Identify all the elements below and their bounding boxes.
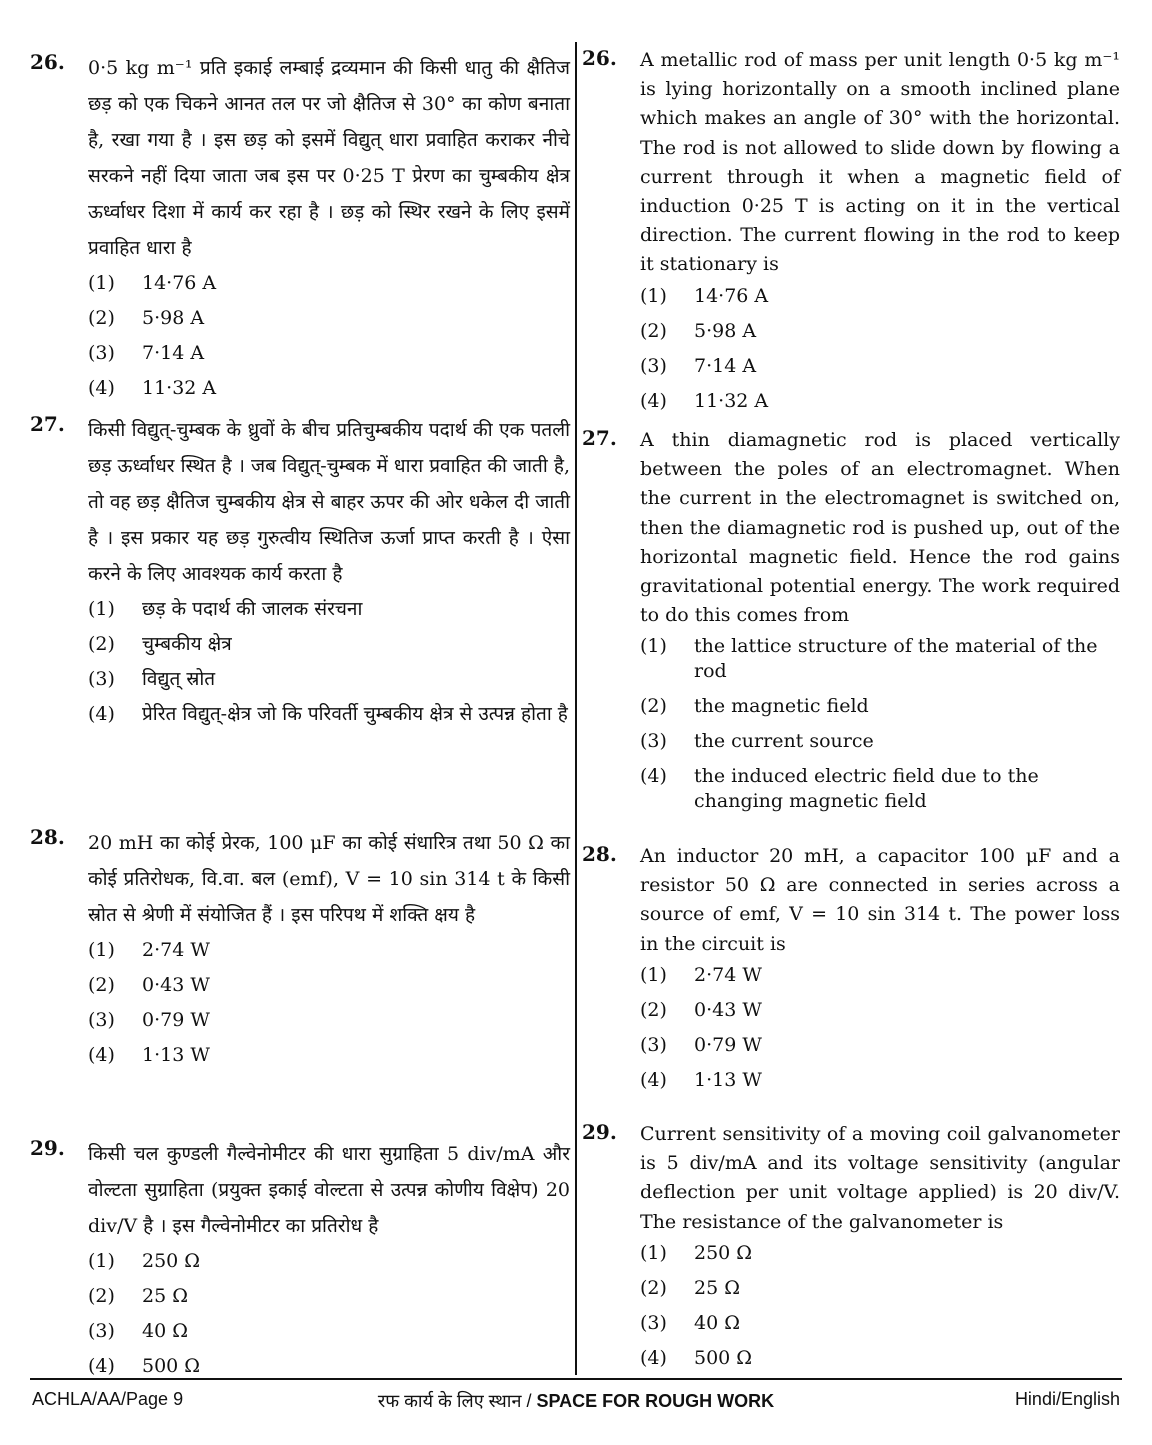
question-number: 29. <box>30 1136 65 1160</box>
option-number: (2) <box>640 695 667 718</box>
option-text: छड़ के पदार्थ की जालक संरचना <box>142 598 363 620</box>
option-1 <box>640 284 1120 309</box>
option-text: 0·79 W <box>142 1009 210 1031</box>
question-text: किसी चल कुण्डली गैल्वेनोमीटर की धारा सुग्राहिता 5 div/mA और वोल्टता सुग्राहिता (प्रयुक्त इकाई वोल्टता से उत्पन्न कोणीय विक्षेप) 20 div/V है । इस गैल्वेनोमीटर का प्रतिरोध है <box>88 1143 570 1237</box>
question-27-english <box>582 426 1120 824</box>
question-28-english <box>582 842 1120 1103</box>
question-number: 26. <box>582 46 617 70</box>
option-text: 14·76 A <box>142 272 217 294</box>
option-number: (4) <box>640 1068 667 1091</box>
option-number: (1) <box>88 598 115 620</box>
option-text: 1·13 W <box>142 1044 210 1066</box>
option-2 <box>640 319 1120 344</box>
question-text: A thin diamagnetic rod is placed vertically between the poles of an electromagnet. When the current in the electromagnet is switched on, then the diamagnetic rod is pushed up, out of the horizontal magnetic field. Hence the rod gains gravitational potential energy. The work required to do this comes from <box>640 429 1120 627</box>
question-text: An inductor 20 mH, a capacitor 100 μF and a resistor 50 Ω are connected in series across a source of emf, V = 10 sin 314 t. The power loss in the circuit is <box>640 845 1120 955</box>
option-number: (1) <box>640 963 667 986</box>
question-number: 27. <box>30 412 65 436</box>
option-text: the current source <box>694 730 874 753</box>
option-1 <box>88 270 570 296</box>
option-4 <box>88 701 570 727</box>
option-1 <box>88 596 570 622</box>
option-number: (3) <box>88 1009 115 1031</box>
option-number: (3) <box>640 1033 667 1056</box>
question-number: 27. <box>582 426 617 450</box>
option-4 <box>640 764 1120 814</box>
option-3 <box>640 1033 1120 1058</box>
option-3 <box>88 1007 570 1033</box>
option-2 <box>88 305 570 331</box>
option-number: (1) <box>640 284 667 307</box>
option-text: 7·14 A <box>694 354 757 377</box>
option-text: the magnetic field <box>694 695 869 718</box>
question-number: 28. <box>30 825 65 849</box>
option-text: 500 Ω <box>694 1346 753 1369</box>
option-text: 25 Ω <box>694 1276 740 1299</box>
option-3 <box>640 1311 1120 1336</box>
option-text: चुम्बकीय क्षेत्र <box>142 633 232 655</box>
option-number: (2) <box>88 307 115 329</box>
option-text: 14·76 A <box>694 284 769 307</box>
option-text: 40 Ω <box>142 1320 188 1342</box>
option-number: (2) <box>88 1285 115 1307</box>
option-2 <box>88 631 570 657</box>
question-text: 0·5 kg m⁻¹ प्रति इकाई लम्बाई द्रव्यमान की किसी धातु की क्षैतिज छड़ को एक चिकने आनत तल पर जो क्षैतिज से 30° का कोण बनाता है, रखा गया है । इस छड़ को इसमें विद्युत् धारा प्रवाहित कराकर नीचे सरकने नहीं दिया जाता जब इस पर 0·25 T प्रेरण का चुम्बकीय क्षेत्र ऊर्ध्वाधर दिशा में कार्य कर रहा है । छड़ को स्थिर रखने के लिए इसमें प्रवाहित धारा है <box>88 57 570 259</box>
option-number: (3) <box>640 1311 667 1334</box>
option-number: (4) <box>88 1044 115 1066</box>
option-2 <box>640 1276 1120 1301</box>
column-divider <box>575 42 577 1375</box>
option-number: (1) <box>640 1241 667 1264</box>
option-4 <box>88 1042 570 1068</box>
question-text: A metallic rod of mass per unit length 0·5 kg m⁻¹ is lying horizontally on a smooth inclined plane which makes an angle of 30° with the horizontal. The rod is not allowed to slide down by flowing a current through it when a magnetic field of induction 0·25 T is acting on it in the vertical direction. The current flowing in the rod to keep it stationary is <box>640 49 1120 276</box>
question-number: 29. <box>582 1120 617 1144</box>
option-number: (2) <box>88 633 115 655</box>
option-text: 1·13 W <box>694 1068 762 1091</box>
page-code: ACHLA/AA/Page 9 <box>32 1389 184 1409</box>
question-28-hindi <box>30 825 570 1077</box>
option-1 <box>640 963 1120 988</box>
option-number: (3) <box>640 354 667 377</box>
question-number: 28. <box>582 842 617 866</box>
option-text: 40 Ω <box>694 1311 740 1334</box>
options-list <box>640 963 1120 1093</box>
option-text: 0·79 W <box>694 1033 762 1056</box>
language-label: Hindi/English <box>1014 1389 1120 1409</box>
option-3 <box>640 729 1120 754</box>
option-number: (3) <box>88 668 115 690</box>
question-text: Current sensitivity of a moving coil galvanometer is 5 div/mA and its voltage sensitivity (angular deflection per unit voltage applied) is 20 div/V. The resistance of the galvanometer is <box>640 1123 1120 1233</box>
option-2 <box>88 972 570 998</box>
question-26-hindi <box>30 50 570 410</box>
option-number: (2) <box>640 319 667 342</box>
option-text: 250 Ω <box>694 1241 753 1264</box>
option-number: (2) <box>640 1276 667 1299</box>
footer-rule <box>30 1378 1122 1380</box>
option-1 <box>640 634 1120 684</box>
option-text: 2·74 W <box>142 939 210 961</box>
option-1 <box>88 937 570 963</box>
option-number: (4) <box>88 377 115 399</box>
option-1 <box>88 1248 570 1274</box>
option-text: 250 Ω <box>142 1250 201 1272</box>
question-29-english <box>582 1120 1120 1381</box>
options-list <box>640 284 1120 414</box>
option-text: 0·43 W <box>694 998 762 1021</box>
option-number: (3) <box>88 342 115 364</box>
question-text: 20 mH का कोई प्रेरक, 100 μF का कोई संधारित्र तथा 50 Ω का कोई प्रतिरोधक, वि.वा. बल (emf), V = 10 sin 314 t के किसी स्रोत से श्रेणी में संयोजित हैं । इस परिपथ में शक्ति क्षय है <box>88 832 570 926</box>
option-number: (1) <box>640 635 667 658</box>
option-number: (2) <box>88 974 115 996</box>
options-list <box>88 270 570 401</box>
option-number: (4) <box>640 389 667 412</box>
option-3 <box>88 340 570 366</box>
options-list <box>88 596 570 727</box>
option-number: (4) <box>640 765 667 788</box>
option-1 <box>640 1241 1120 1266</box>
rough-work-english: SPACE FOR ROUGH WORK <box>536 1391 775 1411</box>
question-26-english <box>582 46 1120 424</box>
option-number: (3) <box>640 730 667 753</box>
question-text: किसी विद्युत्-चुम्बक के ध्रुवों के बीच प्रतिचुम्बकीय पदार्थ की एक पतली छड़ ऊर्ध्वाधर स्थित है । जब विद्युत्-चुम्बक में धारा प्रवाहित की जाती है, तो वह छड़ क्षैतिज चुम्बकीय क्षेत्र से बाहर ऊपर की ओर धकेल दी जाती है । इस प्रकार यह छड़ गुरुत्वीय स्थितिज ऊर्जा प्राप्त करती है । ऐसा करने के लिए आवश्यक कार्य करता है <box>88 419 570 585</box>
option-number: (4) <box>640 1346 667 1369</box>
option-number: (1) <box>88 939 115 961</box>
option-text: विद्युत् स्रोत <box>142 668 216 690</box>
option-text: 11·32 A <box>694 389 769 412</box>
question-29-hindi <box>30 1136 570 1388</box>
option-2 <box>640 998 1120 1023</box>
rough-work-hindi: रफ कार्य के लिए स्थान / <box>377 1391 537 1411</box>
question-27-hindi <box>30 412 570 736</box>
options-list <box>88 937 570 1068</box>
option-4 <box>640 1346 1120 1371</box>
option-text: the induced electric field due to the changing magnetic field <box>694 765 1039 813</box>
options-list <box>88 1248 570 1379</box>
option-text: 5·98 A <box>694 319 757 342</box>
option-4 <box>88 375 570 401</box>
rough-work-caption <box>0 1389 1152 1413</box>
option-text: 500 Ω <box>142 1355 201 1377</box>
option-text: 5·98 A <box>142 307 205 329</box>
option-number: (3) <box>88 1320 115 1342</box>
option-2 <box>88 1283 570 1309</box>
option-text: 2·74 W <box>694 963 762 986</box>
option-text: 7·14 A <box>142 342 205 364</box>
options-list <box>640 634 1120 814</box>
option-text: 0·43 W <box>142 974 210 996</box>
option-2 <box>640 694 1120 719</box>
option-text: 11·32 A <box>142 377 217 399</box>
option-number: (4) <box>88 703 115 725</box>
option-text: 25 Ω <box>142 1285 188 1307</box>
option-number: (2) <box>640 998 667 1021</box>
question-number: 26. <box>30 50 65 74</box>
option-text: प्रेरित विद्युत्-क्षेत्र जो कि परिवर्ती चुम्बकीय क्षेत्र से उत्पन्न होता है <box>142 703 568 725</box>
option-3 <box>88 666 570 692</box>
option-number: (1) <box>88 1250 115 1272</box>
option-number: (4) <box>88 1355 115 1377</box>
option-text: the lattice structure of the material of the rod <box>694 635 1098 683</box>
option-4 <box>88 1353 570 1379</box>
options-list <box>640 1241 1120 1371</box>
option-4 <box>640 389 1120 414</box>
option-3 <box>88 1318 570 1344</box>
option-4 <box>640 1068 1120 1093</box>
option-number: (1) <box>88 272 115 294</box>
option-3 <box>640 354 1120 379</box>
